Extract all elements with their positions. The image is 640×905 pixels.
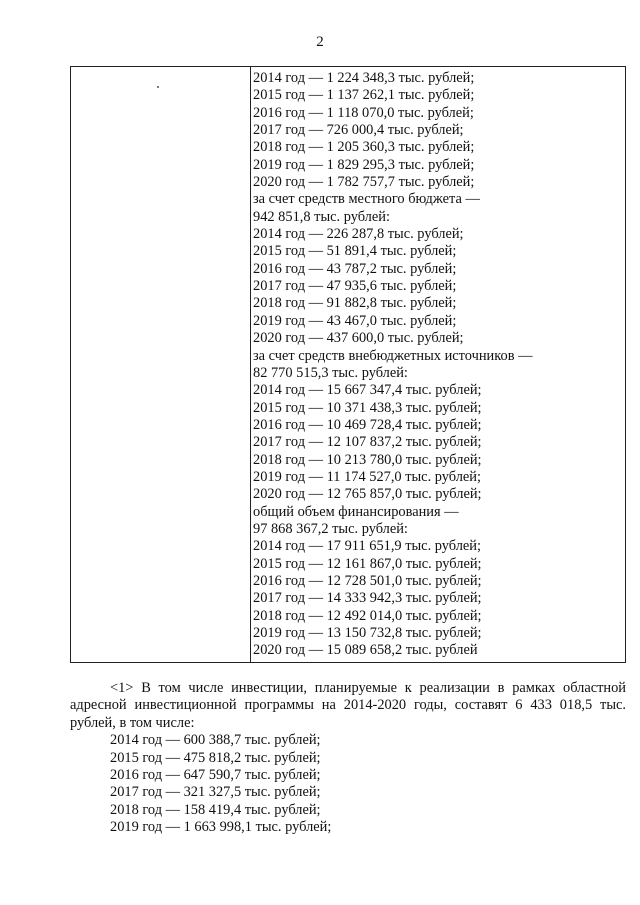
table-left-cell xyxy=(71,67,251,662)
table-line: 2019 год — 43 467,0 тыс. рублей; xyxy=(253,312,457,329)
footnote-years xyxy=(70,732,626,836)
table-line: 2018 год — 91 882,8 тыс. рублей; xyxy=(253,295,457,312)
table-line: 2016 год — 1 118 070,0 тыс. рублей; xyxy=(253,104,474,121)
footnote-year-line: 2018 год — 158 419,4 тыс. рублей; xyxy=(110,801,321,818)
footnote-year-line: 2017 год — 321 327,5 тыс. рублей; xyxy=(110,784,321,801)
table-line: 2020 год — 15 089 658,2 тыс. рублей xyxy=(253,642,478,659)
table-line: 2015 год — 12 161 867,0 тыс. рублей; xyxy=(253,555,482,572)
table-line: 2015 год — 10 371 438,3 тыс. рублей; xyxy=(253,399,482,416)
table-line: 2020 год — 437 600,0 тыс. рублей; xyxy=(253,330,464,347)
table-line: 2014 год — 15 667 347,4 тыс. рублей; xyxy=(253,382,482,399)
financing-table xyxy=(70,66,626,663)
table-line: 942 851,8 тыс. рублей: xyxy=(253,208,390,225)
footnote-intro: <1> В том числе инвестиции, планируемые к реализации в рамках областной адресной инвестиционной программы на 2014-2020 годы, составят 6 433 018,5 тыс. рублей, в том числе: xyxy=(70,680,626,731)
table-line: 2017 год — 47 935,6 тыс. рублей; xyxy=(253,278,457,295)
table-line: 2019 год — 11 174 527,0 тыс. рублей; xyxy=(253,468,482,485)
footnote xyxy=(70,680,626,837)
table-line: 2017 год — 12 107 837,2 тыс. рублей; xyxy=(253,434,482,451)
table-line: 2016 год — 10 469 728,4 тыс. рублей; xyxy=(253,416,482,433)
scan-dot xyxy=(157,86,159,88)
table-line: 2016 год — 12 728 501,0 тыс. рублей; xyxy=(253,572,482,589)
table-line: общий объем финансирования — xyxy=(253,503,459,520)
table-line: 2019 год — 13 150 732,8 тыс. рублей; xyxy=(253,625,482,641)
footnote-year-line: 2019 год — 1 663 998,1 тыс. рублей; xyxy=(110,819,332,836)
table-line: за счет средств местного бюджета — xyxy=(253,191,480,208)
table-line: 2018 год — 1 205 360,3 тыс. рублей; xyxy=(253,139,475,156)
table-line: 2015 год — 1 137 262,1 тыс. рублей; xyxy=(253,87,475,104)
table-line: 2018 год — 10 213 780,0 тыс. рублей; xyxy=(253,451,482,468)
footnote-year-line: 2015 год — 475 818,2 тыс. рублей; xyxy=(110,749,321,766)
page-number: 2 xyxy=(316,34,324,50)
table-line: за счет средств внебюджетных источников — xyxy=(253,347,533,364)
table-line: 2014 год — 17 911 651,9 тыс. рублей; xyxy=(253,538,482,555)
table-line: 2020 год — 1 782 757,7 тыс. рублей; xyxy=(253,174,475,191)
table-line: 2018 год — 12 492 014,0 тыс. рублей; xyxy=(253,607,482,624)
table-line: 2017 год — 14 333 942,3 тыс. рублей; xyxy=(253,590,482,607)
table-line: 2015 год — 51 891,4 тыс. рублей; xyxy=(253,243,457,260)
table-right-cell xyxy=(251,70,621,660)
table-line: 2014 год — 226 287,8 тыс. рублей; xyxy=(253,226,464,243)
table-line: 2014 год — 1 224 348,3 тыс. рублей; xyxy=(253,70,475,86)
footnote-year-line: 2016 год — 647 590,7 тыс. рублей; xyxy=(110,767,321,783)
footnote-year-line: 2014 год — 600 388,7 тыс. рублей; xyxy=(110,732,321,749)
table-line: 97 868 367,2 тыс. рублей: xyxy=(253,520,408,537)
table-line: 2019 год — 1 829 295,3 тыс. рублей; xyxy=(253,156,475,173)
table-line: 2017 год — 726 000,4 тыс. рублей; xyxy=(253,122,464,139)
table-line: 82 770 515,3 тыс. рублей: xyxy=(253,364,408,381)
table-line: 2020 год — 12 765 857,0 тыс. рублей; xyxy=(253,486,482,503)
table-line: 2016 год — 43 787,2 тыс. рублей; xyxy=(253,260,457,277)
